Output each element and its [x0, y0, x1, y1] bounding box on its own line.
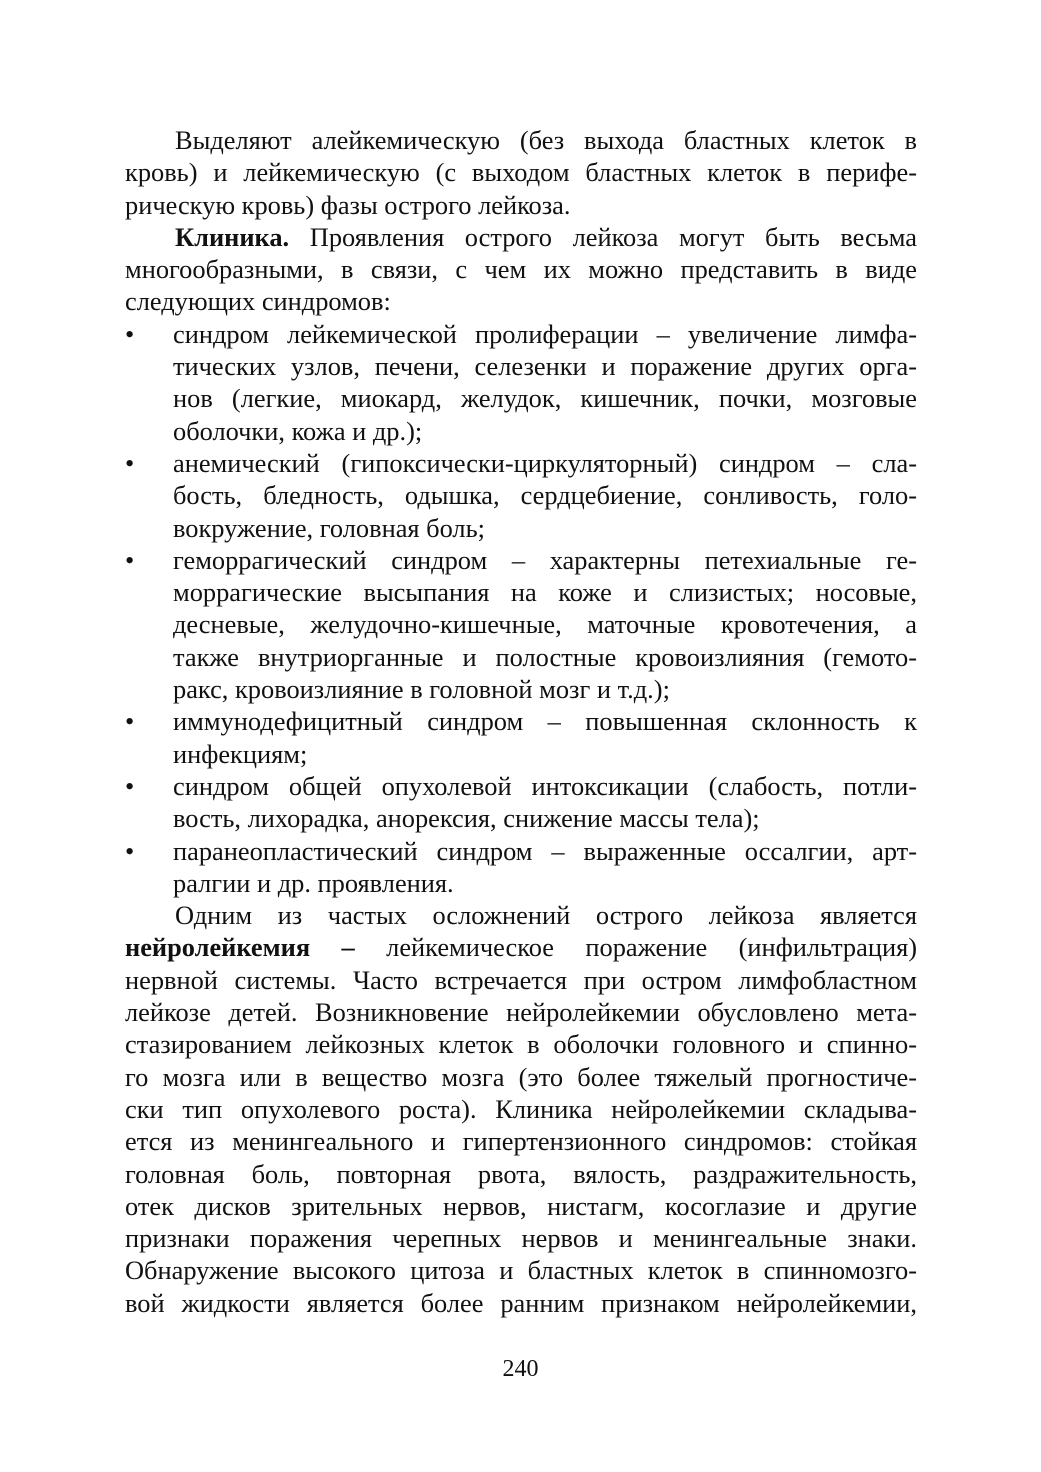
text-line: синдром лейкемической пролиферации – увеличение лимфа-: [173, 318, 917, 349]
text-line: анемический (гипоксически-циркуляторный) синдром – сла-: [173, 447, 917, 478]
paragraph-neuroleukemia: [125, 899, 917, 1319]
text-line: также внутриорганные и полостные кровоизлияния (гемото-: [173, 641, 917, 672]
text-line: го мозга или в вещество мозга (это более тяжелый прогностиче-: [125, 1061, 917, 1092]
text-line: ралгии и др. проявления.: [173, 867, 454, 898]
text-line: нов (легкие, миокард, желудок, кишечник, почки, мозговые: [173, 383, 917, 414]
bullet-icon: •: [125, 544, 135, 575]
text-line: тических узлов, печени, селезенки и поражение других орга-: [173, 351, 917, 382]
text-line: вость, лихорадка, анорексия, снижение массы тела);: [173, 803, 760, 834]
list-item: [125, 770, 917, 835]
page-number: 240: [502, 1356, 539, 1382]
text-line: инфекциям;: [173, 738, 308, 769]
text-line: десневые, желудочно-кишечные, маточные кровотечения, а: [173, 609, 917, 640]
list-item: [125, 835, 917, 900]
bullet-icon: •: [125, 447, 135, 478]
paragraph-clinic: [125, 221, 917, 318]
bullet-icon: •: [125, 835, 135, 866]
list-item: [125, 544, 917, 705]
text-line: ски тип опухолевого роста). Клиника нейролейкемии складыва-: [125, 1093, 917, 1124]
text-line: [125, 221, 917, 253]
paragraph-phases: [125, 124, 917, 221]
text-line: иммунодефицитный синдром – повышенная склонность к: [173, 706, 917, 737]
text-line: Выделяют алейкемическую (без выхода бластных клеток в: [175, 125, 917, 155]
page-text-column: [125, 124, 917, 1319]
bullet-icon: •: [125, 770, 135, 801]
text-line: ракс, кровоизлияние в головной мозг и т.д.);: [173, 674, 670, 705]
list-item: [125, 705, 917, 770]
text-line: многообразными, в связи, с чем их можно представить в виде: [125, 254, 917, 285]
text-line: Одним из частых осложнений острого лейкоза является: [175, 900, 917, 931]
neuroleukemia-term: нейролейкемия –: [125, 932, 355, 963]
clinic-heading: Клиника.: [175, 221, 290, 252]
text-fragment: лейкемическое поражение (инфильтрация): [354, 932, 918, 963]
text-line: отек дисков зрительных нервов, нистагм, косоглазие и другие: [125, 1190, 917, 1221]
text-line: синдром общей опухолевой интоксикации (слабость, потли-: [173, 770, 917, 801]
text-line: вой жидкости является более ранним признаком нейролейкемии,: [125, 1287, 917, 1318]
text-line: следующих синдромов:: [125, 286, 391, 317]
text-line: [125, 931, 917, 963]
text-line: Обнаружение высокого цитоза и бластных клеток в спинномозго-: [125, 1255, 917, 1286]
text-line: геморрагический синдром – характерны петехиальные ге-: [173, 544, 917, 575]
bullet-icon: •: [125, 706, 135, 737]
syndrome-list: [125, 318, 917, 899]
text-line: кровь) и лейкемическую (с выходом бластных клеток в перифе-: [125, 157, 917, 188]
text-line: лейкозе детей. Возникновение нейролейкемии обусловлено мета-: [125, 997, 917, 1028]
text-line: головная боль, повторная рвота, вялость, раздражительность,: [125, 1158, 917, 1189]
text-fragment: Проявления острого лейкоза могут быть весьма: [289, 221, 917, 252]
bullet-icon: •: [125, 318, 135, 349]
text-line: оболочки, кожа и др.);: [173, 415, 423, 446]
text-line: ется из менингеального и гипертензионного синдромов: стойкая: [125, 1126, 917, 1157]
text-line: вокружение, головная боль;: [173, 512, 485, 543]
text-line: моррагические высыпания на коже и слизистых; носовые,: [173, 577, 917, 608]
text-line: паранеопластический синдром – выраженные оссалгии, арт-: [173, 835, 917, 866]
text-line: бость, бледность, одышка, сердцебиение, сонливость, голо-: [173, 480, 917, 511]
list-item: [125, 447, 917, 544]
text-line: нервной системы. Часто встречается при остром лимфобластном: [125, 964, 917, 995]
text-line: стазированием лейкозных клеток в оболочки головного и спинно-: [125, 1029, 917, 1060]
list-item: [125, 318, 917, 447]
text-line: рическую кровь) фазы острого лейкоза.: [125, 189, 571, 220]
text-line: признаки поражения черепных нервов и менингеальные знаки.: [125, 1223, 917, 1254]
